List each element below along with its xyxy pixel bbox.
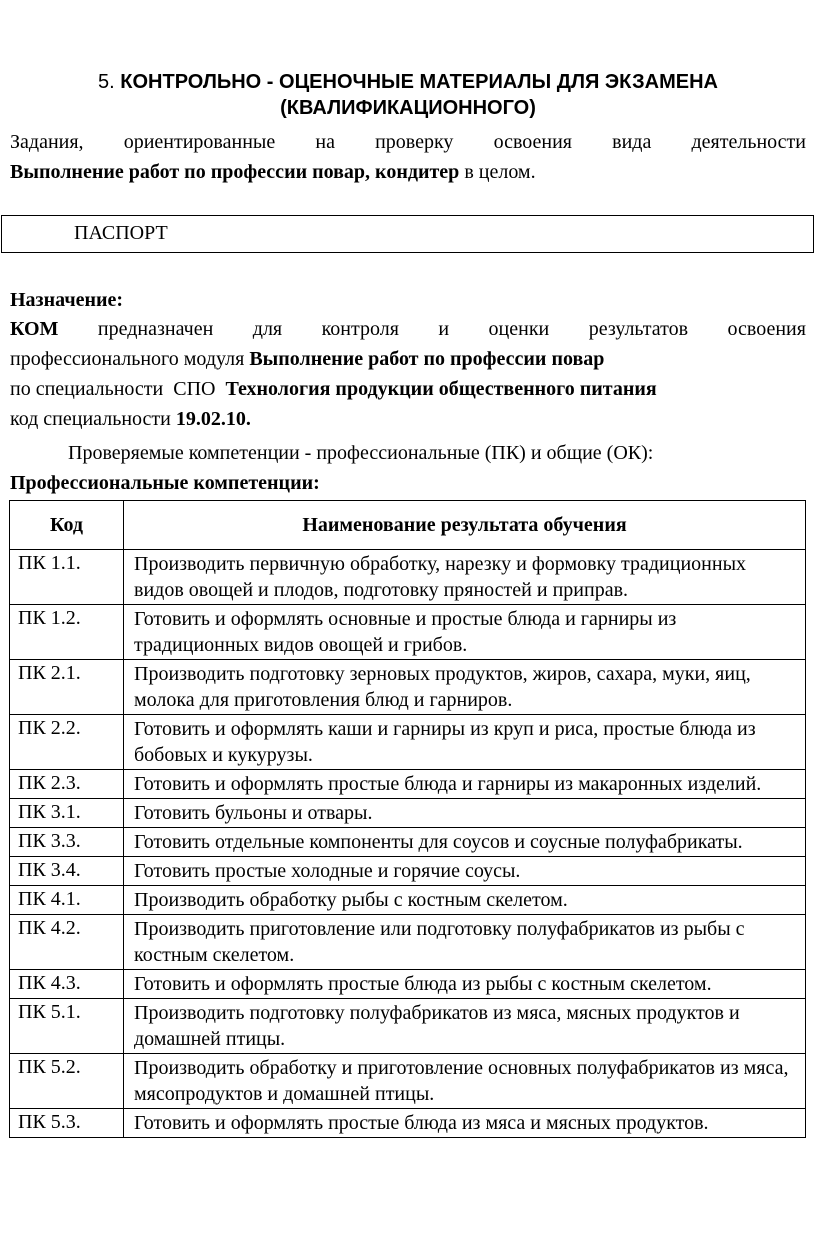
competency-description: Производить первичную обработку, нарезку и формовку традиционных видов овощей и плодов, подготовку пряностей и приправ.: [124, 550, 806, 605]
code-prefix: код специальности: [10, 408, 176, 430]
competency-code: ПК 2.1.: [10, 660, 124, 715]
table-row: [10, 915, 806, 970]
purpose-word: контроля: [321, 318, 399, 340]
table-row: [10, 1109, 806, 1138]
table-row: [10, 660, 806, 715]
section-number: 5.: [98, 71, 115, 93]
table-row: [10, 715, 806, 770]
competency-code: ПК 3.1.: [10, 799, 124, 828]
purpose-label-line: [10, 286, 123, 314]
module-name: Выполнение работ по профессии повар: [249, 348, 605, 370]
competency-description: Производить обработку рыбы с костным скелетом.: [124, 886, 806, 915]
competency-description: Готовить и оформлять простые блюда из мяса и мясных продуктов.: [124, 1109, 806, 1138]
purpose-word: оценки: [488, 318, 550, 340]
intro-rest: в целом.: [459, 161, 536, 183]
intro-word: проверку: [375, 131, 454, 153]
header-code: Код: [10, 501, 124, 550]
purpose-line4: [10, 405, 251, 433]
table-row: [10, 605, 806, 660]
intro-word: на: [315, 131, 335, 153]
competency-code: ПК 4.1.: [10, 886, 124, 915]
intro-word: деятельности: [691, 131, 806, 153]
intro-word: Задания,: [10, 131, 84, 153]
table-row: [10, 857, 806, 886]
section-heading-line2: [0, 94, 816, 122]
purpose-label: Назначение:: [10, 289, 124, 311]
table-row: [10, 770, 806, 799]
section-title: КОНТРОЛЬНО - ОЦЕНОЧНЫЕ МАТЕРИАЛЫ ДЛЯ ЭКЗАМЕНА: [120, 71, 718, 93]
purpose-word: освоения: [727, 318, 806, 340]
purpose-word: и: [438, 318, 450, 340]
table-row: [10, 828, 806, 857]
competency-description: Производить обработку и приготовление основных полуфабрикатов из мяса, мясопродуктов и домашней птицы.: [124, 1054, 806, 1109]
competency-description: Производить подготовку зерновых продуктов, жиров, сахара, муки, яиц, молока для приготовления блюд и гарниров.: [124, 660, 806, 715]
passport-box: [1, 215, 814, 253]
table-row: [10, 999, 806, 1054]
competency-code: ПК 1.1.: [10, 550, 124, 605]
table-row: [10, 799, 806, 828]
purpose-line2: [10, 345, 604, 373]
intro-word: освоения: [493, 131, 572, 153]
competency-description: Готовить и оформлять простые блюда и гарниры из макаронных изделий.: [124, 770, 806, 799]
competency-description: Готовить и оформлять простые блюда из рыбы с костным скелетом.: [124, 970, 806, 999]
spec-name: Технология продукции общественного питания: [225, 378, 657, 400]
competency-description: Готовить отдельные компоненты для соусов и соусные полуфабрикаты.: [124, 828, 806, 857]
competency-code: ПК 5.3.: [10, 1109, 124, 1138]
spec-code: 19.02.10.: [175, 408, 251, 430]
competency-code: ПК 5.2.: [10, 1054, 124, 1109]
module-prefix: профессионального модуля: [10, 348, 250, 370]
competency-code: ПК 4.3.: [10, 970, 124, 999]
table-header-row: [10, 501, 806, 550]
competency-description: Готовить бульоны и отвары.: [124, 799, 806, 828]
competency-description: Готовить и оформлять каши и гарниры из круп и риса, простые блюда из бобовых и кукурузы.: [124, 715, 806, 770]
table-body: [10, 550, 806, 1138]
competency-code: ПК 3.4.: [10, 857, 124, 886]
competency-code: ПК 2.2.: [10, 715, 124, 770]
competency-code: ПК 1.2.: [10, 605, 124, 660]
section-subtitle: (КВАЛИФИКАЦИОННОГО): [280, 97, 536, 119]
competencies-table: [9, 500, 806, 1138]
purpose-word: результатов: [588, 318, 689, 340]
intro-line2: [10, 158, 536, 186]
header-result: Наименование результата обучения: [124, 501, 806, 550]
purpose-word: для: [252, 318, 283, 340]
table-row: [10, 886, 806, 915]
competency-code: ПК 4.2.: [10, 915, 124, 970]
competency-description: Производить приготовление или подготовку полуфабрикатов из рыбы с костным скелетом.: [124, 915, 806, 970]
competencies-intro: Проверяемые компетенции - профессиональные (ПК) и общие (ОК):: [68, 442, 654, 464]
spec-prefix: по специальности СПО: [10, 378, 226, 400]
purpose-word: предназначен: [97, 318, 214, 340]
purpose-line1: [10, 315, 806, 343]
intro-word: вида: [612, 131, 652, 153]
intro-activity: Выполнение работ по профессии повар, кондитер: [10, 161, 460, 183]
pro-competencies-label: Профессиональные компетенции:: [10, 472, 320, 494]
purpose-line3: [10, 375, 657, 403]
competency-description: Готовить и оформлять основные и простые блюда и гарниры из традиционных видов овощей и грибов.: [124, 605, 806, 660]
purpose-word: КОМ: [10, 318, 59, 340]
section-heading-line1: [0, 68, 816, 96]
competency-code: ПК 3.3.: [10, 828, 124, 857]
table-row: [10, 550, 806, 605]
table-row: [10, 1054, 806, 1109]
intro-word: ориентированные: [123, 131, 276, 153]
intro-line1: [10, 128, 806, 156]
passport-title: ПАСПОРТ: [74, 222, 168, 244]
competency-code: ПК 2.3.: [10, 770, 124, 799]
competency-code: ПК 5.1.: [10, 999, 124, 1054]
competency-description: Готовить простые холодные и горячие соусы.: [124, 857, 806, 886]
table-row: [10, 970, 806, 999]
competency-description: Производить подготовку полуфабрикатов из мяса, мясных продуктов и домашней птицы.: [124, 999, 806, 1054]
